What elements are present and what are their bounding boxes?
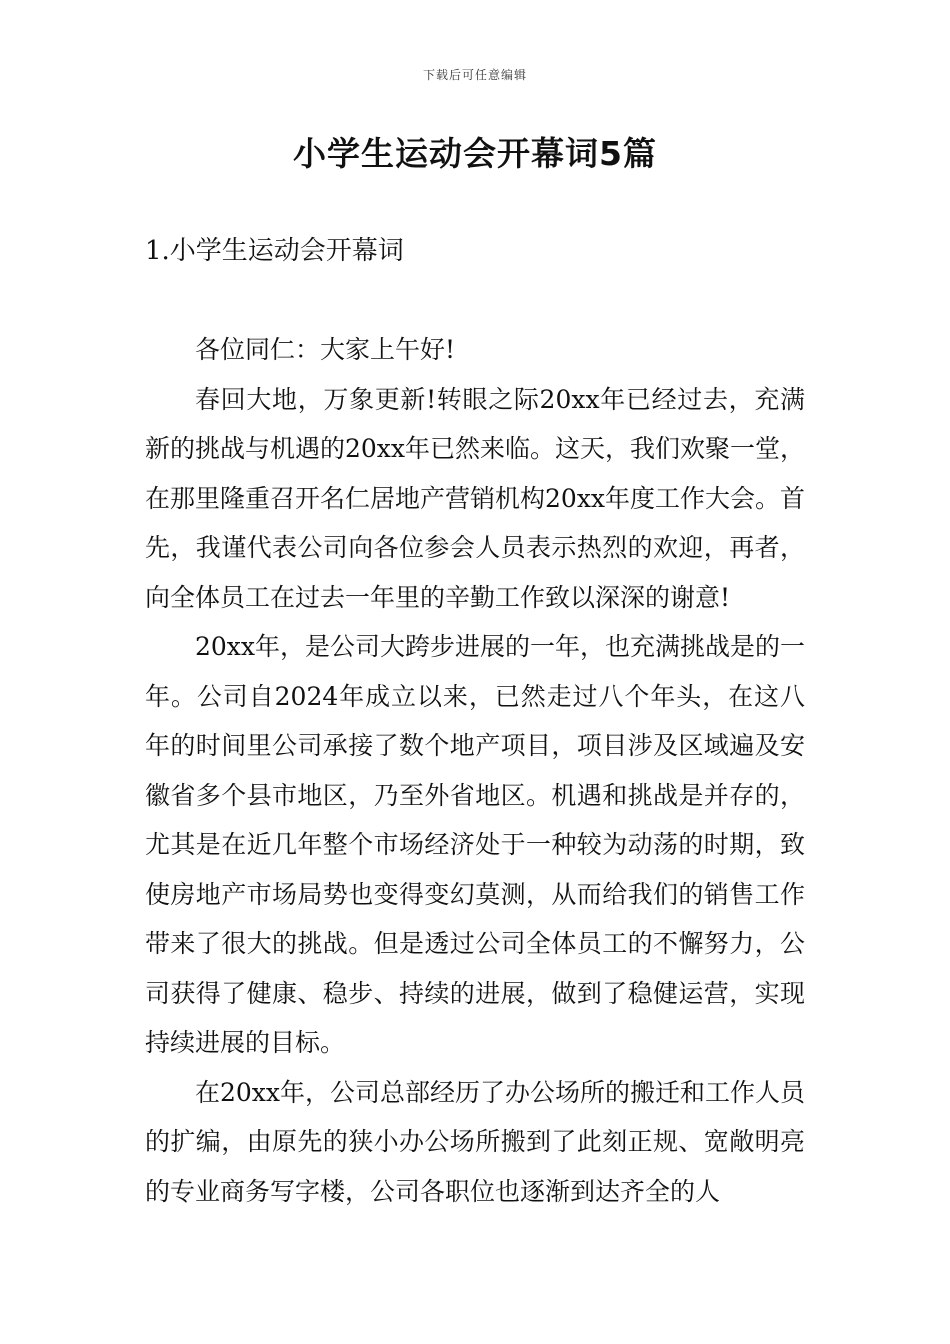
document-body (145, 325, 805, 1216)
paragraph-opening: 春回大地，万象更新!转眼之际20xx年已经过去，充满新的挑战与机遇的20xx年已然来临。这天，我们欢聚一堂，在那里隆重召开名仁居地产营销机构20xx年度工作大会。首先，我谨代表公司向各位参会人员表示热烈的欢迎，再者，向全体员工在过去一年里的辛勤工作致以深深的谢意! (145, 384, 806, 612)
paragraph-headquarters: 在20xx年，公司总部经历了办公场所的搬迁和工作人员的扩编，由原先的狭小办公场所搬到了此刻正规、宽敞明亮的专业商务写字楼，公司各职位也逐渐到达齐全的人 (145, 1077, 806, 1206)
paragraph-greeting: 各位同仁：大家上午好! (195, 335, 456, 364)
paragraph-company-progress: 20xx年，是公司大跨步进展的一年，也充满挑战是的一年。公司自2024年成立以来，已然走过八个年头，在这八年的时间里公司承接了数个地产项目，项目涉及区域遍及安徽省多个县市地区，乃至外省地区。机遇和挑战是并存的，尤其是在近几年整个市场经济处于一种较为动荡的时期，致使房地产市场局势也变得变幻莫测，从而给我们的销售工作带来了很大的挑战。但是透过公司全体员工的不懈努力，公司获得了健康、稳步、持续的进展，做到了稳健运营，实现持续进展的目标。 (145, 632, 806, 1057)
document-title: 小学生运动会开幕词5篇 (293, 134, 657, 173)
section-heading: 1.小学生运动会开幕词 (145, 236, 404, 266)
header-note: 下载后可任意编辑 (422, 68, 527, 82)
